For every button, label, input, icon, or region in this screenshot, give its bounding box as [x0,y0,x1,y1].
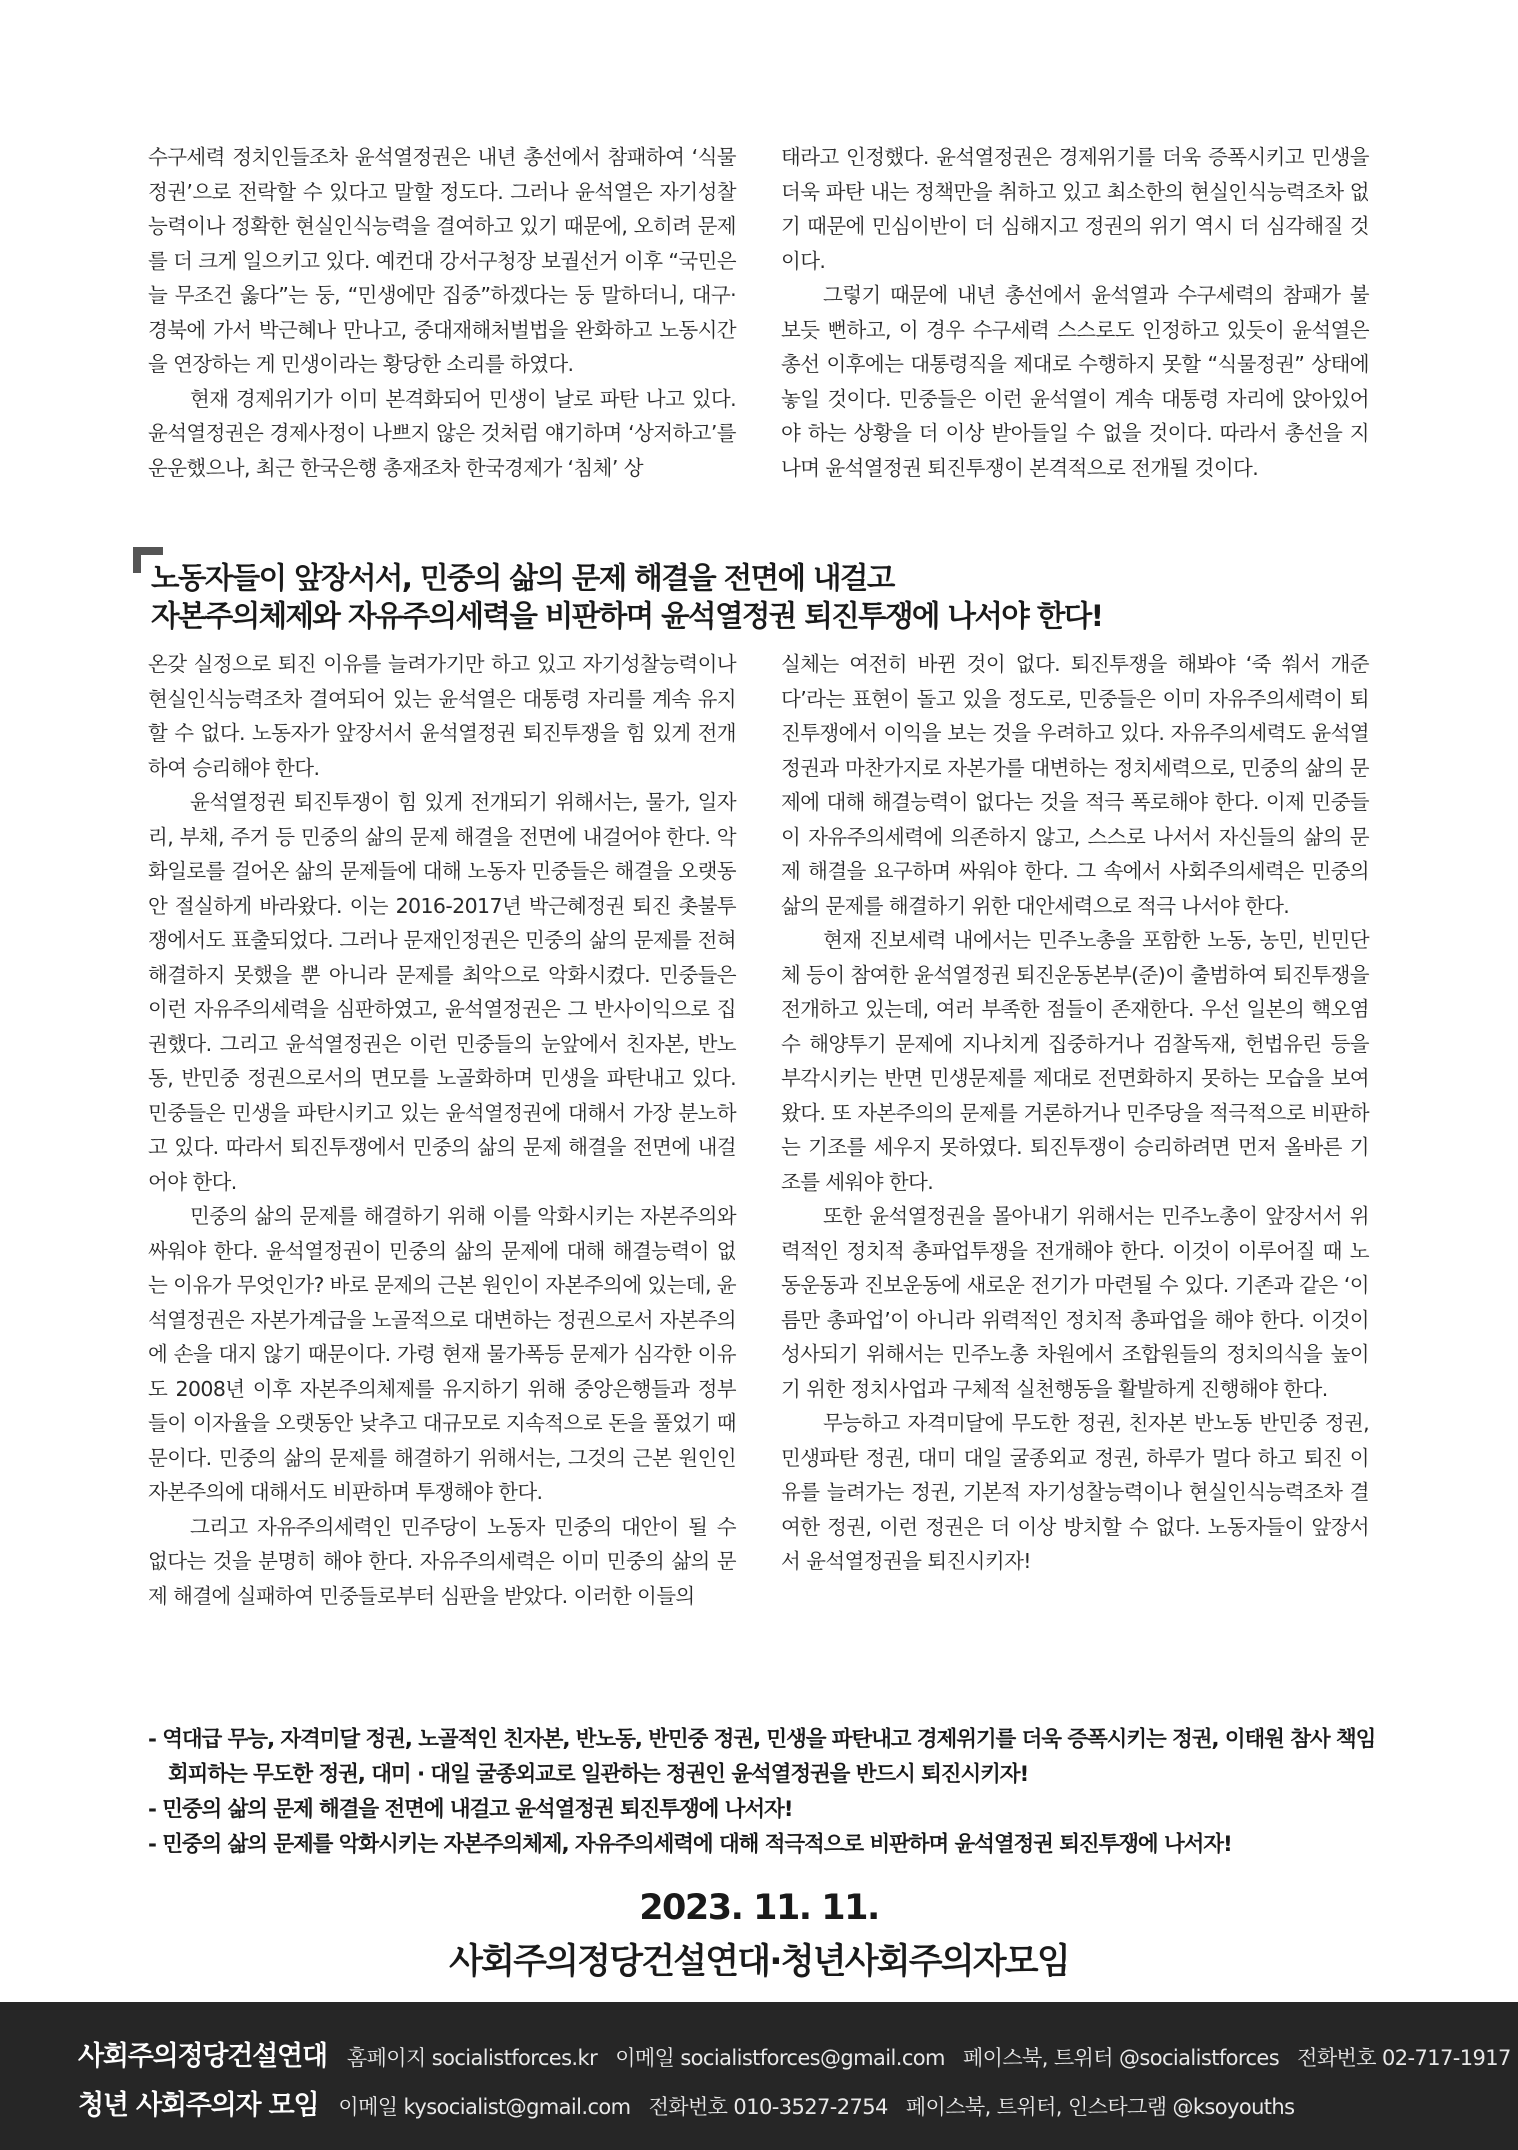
paragraph: 민중의 삶의 문제를 해결하기 위해 이를 악화시키는 자본주의와 싸워야 한다. 윤석열정권이 민중의 삶의 문제에 대해 해결능력이 없는 이유가 무엇인가? 바로 문제의 근본 원인이 자본주의에 있는데, 윤석열정권은 자본가계급을 노골적으로 대변하는 정권으로서 자본주의에 손을 대지 않기 때문이다. 가령 현재 물가폭등 문제가 심각한 이유도 2008년 이후 자본주의체제를 유지하기 위해 중앙은행들과 정부들이 이자율을 오랫동안 낮추고 대규모로 지속적으로 돈을 풀었기 때문이다. 민중의 삶의 문제를 해결하기 위해서는, 그것의 근본 원인인 자본주의에 대해서도 비판하며 투쟁해야 한다. [148,1204,736,1504]
footer-org-name: 청년 사회주의자 모임 [78,2090,319,2121]
slogan-line: - 민중의 삶의 문제를 악화시키는 자본주의체제, 자유주의세력에 대해 적극적으로 비판하며 윤석열정권 퇴진투쟁에 나서자! [148,1832,1232,1857]
footer-email[interactable]: 이메일 socialistforces@gmail.com [615,2046,945,2070]
slogan-line: - 역대급 무능, 자격미달 정권, 노골적인 친자본, 반노동, 반민중 정권, 민생을 파탄내고 경제위기를 더욱 증폭시키는 정권, 이태원 참사 책임 [148,1727,1376,1752]
bottom-left-column [148,647,736,1613]
slogan-line-continued: 회피하는 무도한 정권, 대미 · 대일 굴종외교로 일관하는 정권인 윤석열정권을 반드시 퇴진시키자! [168,1762,1029,1787]
footer-row-2 [78,2083,1306,2122]
slogan-line: - 민중의 삶의 문제 해결을 전면에 내걸고 윤석열정권 퇴진투쟁에 나서자! [148,1797,793,1822]
paragraph: 무능하고 자격미달에 무도한 정권, 친자본 반노동 반민중 정권, 민생파탄 정권, 대미 대일 굴종외교 정권, 하루가 멀다 하고 퇴진 이유를 늘려가는 정권, 기본적 자기성찰능력이나 현실인식능력조차 결여한 정권, 이런 정권은 더 이상 방치할 수 없다. 노동자들이 앞장서서 윤석열정권을 퇴진시키자! [781,1411,1369,1573]
paragraph: 현재 경제위기가 이미 본격화되어 민생이 날로 파탄 나고 있다. 윤석열정권은 경제사정이 나쁘지 않은 것처럼 얘기하며 ‘상저하고’를 운운했으나, 최근 한국은행 총재조차 한국경제가 ‘침체’ 상 [148,386,736,480]
paragraph: 실체는 여전히 바뀐 것이 없다. 퇴진투쟁을 해봐야 ‘죽 쒀서 개준다’라는 표현이 돌고 있을 정도로, 민중들은 이미 자유주의세력이 퇴진투쟁에서 이익을 보는 것을 우려하고 있다. 자유주의세력도 윤석열정권과 마찬가지로 자본가를 대변하는 정치세력으로, 민중의 삶의 문제에 대해 해결능력이 없다는 것을 적극 폭로해야 한다. 이제 민중들이 자유주의세력에 의존하지 않고, 스스로 나서서 자신들의 삶의 문제 해결을 요구하며 싸워야 한다. 그 속에서 사회주의세력은 민중의 삶의 문제를 해결하기 위한 대안세력으로 적극 나서야 한다. [781,652,1369,918]
paragraph: 현재 진보세력 내에서는 민주노총을 포함한 노동, 농민, 빈민단체 등이 참여한 윤석열정권 퇴진운동본부(준)이 출범하여 퇴진투쟁을 전개하고 있는데, 여러 부족한 점들이 존재한다. 우선 일본의 핵오염수 해양투기 문제에 지나치게 집중하거나 검찰독재, 헌법유린 등을 부각시키는 반면 민생문제를 제대로 전면화하지 못하는 모습을 보여 왔다. 또 자본주의의 문제를 거론하거나 민주당을 적극적으로 비판하는 기조를 세우지 못하였다. 퇴진투쟁이 승리하려면 먼저 올바른 기조를 세워야 한다. [781,928,1369,1194]
footer-email[interactable]: 이메일 kysocialist@gmail.com [338,2095,631,2119]
paragraph: 온갖 실정으로 퇴진 이유를 늘려가기만 하고 있고 자기성찰능력이나 현실인식능력조차 결여되어 있는 윤석열은 대통령 자리를 계속 유지할 수 없다. 노동자가 앞장서서 윤석열정권 퇴진투쟁을 힘 있게 전개하여 승리해야 한다. [148,652,736,780]
slogan-item [148,1722,1378,1792]
paragraph: 또한 윤석열정권을 몰아내기 위해서는 민주노총이 앞장서서 위력적인 정치적 총파업투쟁을 전개해야 한다. 이것이 이루어질 때 노동운동과 진보운동에 새로운 전기가 마련될 수 있다. 기존과 같은 ‘이름만 총파업’이 아니라 위력적인 정치적 총파업을 해야 한다. 이것이 성사되기 위해서는 민주노총 차원에서 조합원들의 정치의식을 높이기 위한 정치사업과 구체적 실천행동을 활발하게 진행해야 한다. [781,1204,1369,1401]
bottom-right-column [781,647,1369,1579]
footer-phone: 전화번호 02-717-1917 [1297,2046,1511,2070]
top-left-column [148,140,736,485]
paragraph: 태라고 인정했다. 윤석열정권은 경제위기를 더욱 증폭시키고 민생을 더욱 파탄 내는 정책만을 취하고 있고 최소한의 현실인식능력조차 없기 때문에 민심이반이 더 심해지고 정권의 위기 역시 더 심각해질 것이다. [781,145,1369,273]
footer [0,2002,1518,2150]
slogan-item [148,1827,1378,1862]
heading-line-2: 자본주의체제와 자유주의세력을 비판하며 윤석열정권 퇴진투쟁에 나서야 한다! [151,599,1103,633]
footer-homepage[interactable]: 홈페이지 socialistforces.kr [346,2046,598,2070]
paragraph: 윤석열정권 퇴진투쟁이 힘 있게 전개되기 위해서는, 물가, 일자리, 부채, 주거 등 민중의 삶의 문제 해결을 전면에 내걸어야 한다. 악화일로를 걸어온 삶의 문제들에 대해 노동자 민중들은 해결을 오랫동안 절실하게 바라왔다. 이는 2016-2017년 박근혜정권 퇴진 촛불투쟁에서도 표출되었다. 그러나 문재인정권은 민중의 삶의 문제를 전혀 해결하지 못했을 뿐 아니라 문제를 최악으로 악화시켰다. 민중들은 이런 자유주의세력을 심판하였고, 윤석열정권은 그 반사이익으로 집권했다. 그리고 윤석열정권은 이런 민중들의 눈앞에서 친자본, 반노동, 반민중 정권으로서의 면모를 노골화하며 민생을 파탄내고 있다. 민중들은 민생을 파탄시키고 있는 윤석열정권에 대해서 가장 분노하고 있다. 따라서 퇴진투쟁에서 민중의 삶의 문제 해결을 전면에 내걸어야 한다. [148,790,736,1194]
footer-row-1 [78,2034,1518,2073]
signature: 사회주의정당건설연대·청년사회주의자모임 [449,1942,1069,1982]
heading-line-1: 노동자들이 앞장서서, 민중의 삶의 문제 해결을 전면에 내걸고 [151,561,894,595]
footer-org-name: 사회주의정당건설연대 [78,2041,327,2072]
paragraph: 수구세력 정치인들조차 윤석열정권은 내년 총선에서 참패하여 ‘식물정권’으로 전락할 수 있다고 말할 정도다. 그러나 윤석열은 자기성찰능력이나 정확한 현실인식능력을 결여하고 있기 때문에, 오히려 문제를 더 크게 일으키고 있다. 예컨대 강서구청장 보궐선거 이후 “국민은 늘 무조건 옳다”는 둥, “민생에만 집중”하겠다는 둥 말하더니, 대구·경북에 가서 박근혜나 만나고, 중대재해처벌법을 완화하고 노동시간을 연장하는 게 민생이라는 황당한 소리를 하였다. [148,145,736,376]
slogan-item [148,1792,1378,1827]
footer-sns[interactable]: 페이스북, 트위터, 인스타그램 @ksoyouths [905,2095,1295,2119]
footer-phone: 전화번호 010-3527-2754 [648,2095,888,2119]
issue-date: 2023. 11. 11. [639,1888,879,1928]
footer-sns[interactable]: 페이스북, 트위터 @socialistforces [962,2046,1280,2070]
top-right-column [781,140,1369,485]
paragraph: 그렇기 때문에 내년 총선에서 윤석열과 수구세력의 참패가 불 보듯 뻔하고, 이 경우 수구세력 스스로도 인정하고 있듯이 윤석열은 총선 이후에는 대통령직을 제대로 수행하지 못할 “식물정권” 상태에 놓일 것이다. 민중들은 이런 윤석열이 계속 대통령 자리에 앉아있어야 하는 상황을 더 이상 받아들일 수 없을 것이다. 따라서 총선을 지나며 윤석열정권 퇴진투쟁이 본격적으로 전개될 것이다. [781,283,1369,480]
paragraph: 그리고 자유주의세력인 민주당이 노동자 민중의 대안이 될 수 없다는 것을 분명히 해야 한다. 자유주의세력은 이미 민중의 삶의 문제 해결에 실패하여 민중들로부터 심판을 받았다. 이러한 이들의 [148,1514,736,1608]
slogan-list [148,1722,1378,1862]
